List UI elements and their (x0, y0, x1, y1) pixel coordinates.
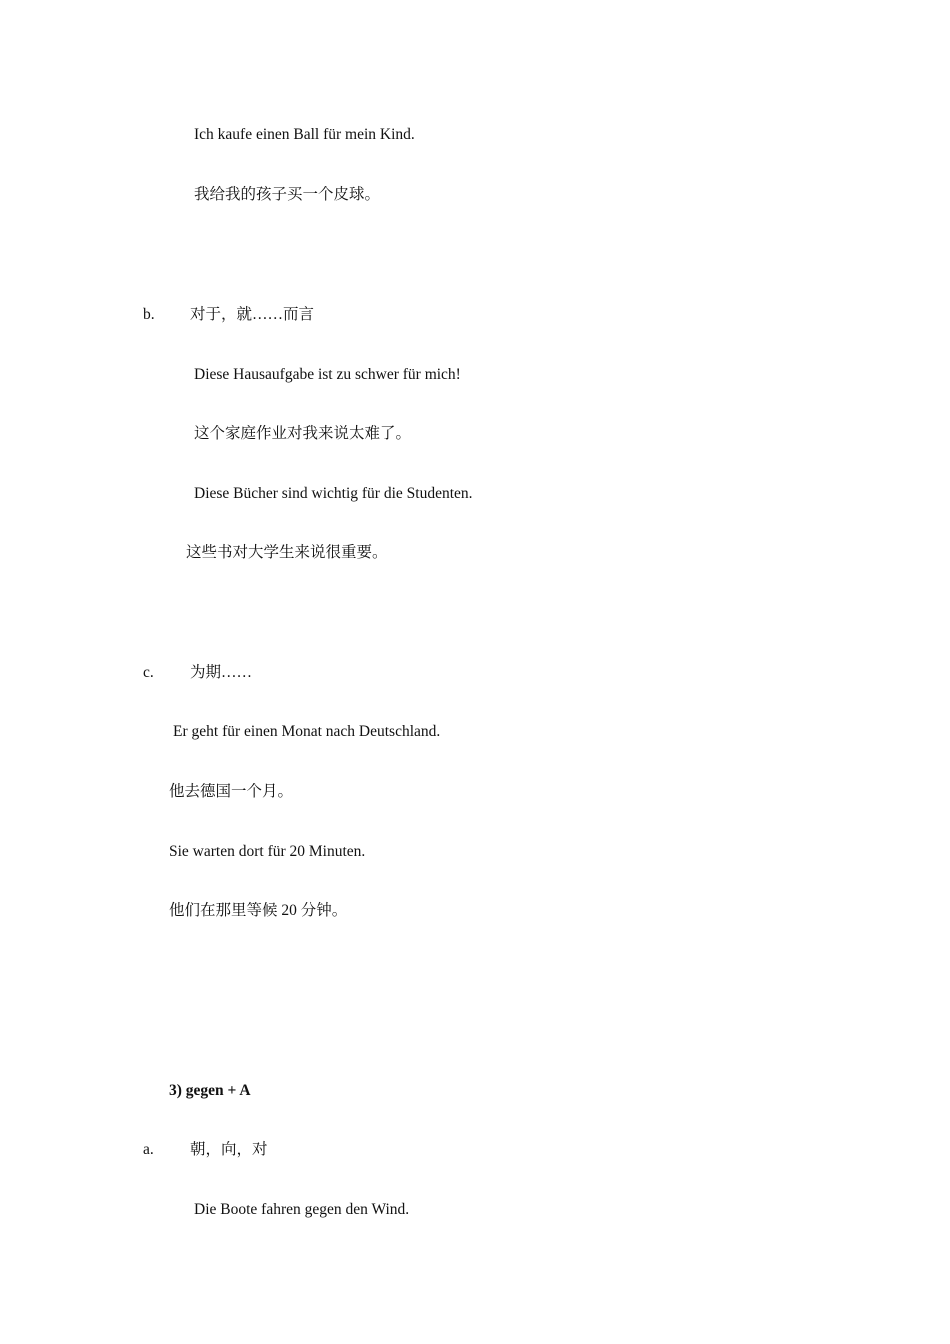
section-a-meaning: 朝，向，对 (190, 1141, 268, 1158)
section-c-example1-german: Er geht für einen Monat nach Deutschland. (173, 723, 441, 740)
section-c-example1-chinese: 他去德国一个月。 (169, 783, 294, 800)
section-b-example1-german: Diese Hausaufgabe ist zu schwer für mich! (194, 366, 461, 383)
section-heading-gegen: 3) gegen + A (169, 1082, 251, 1099)
section-a-marker: a. (143, 1141, 154, 1158)
section-b-example2-chinese: 这些书对大学生来说很重要。 (186, 544, 388, 561)
section-b-example1-chinese: 这个家庭作业对我来说太难了。 (194, 425, 412, 442)
example-ball-chinese: 我给我的孩子买一个皮球。 (194, 186, 381, 203)
section-b-meaning: 对于，就……而言 (190, 306, 315, 323)
example-ball-german: Ich kaufe einen Ball für mein Kind. (194, 126, 415, 143)
section-b-example2-german: Diese Bücher sind wichtig für die Studenten. (194, 485, 473, 502)
section-c-marker: c. (143, 664, 154, 681)
section-a-example1-german: Die Boote fahren gegen den Wind. (194, 1201, 410, 1218)
section-c-example2-chinese: 他们在那里等候 20 分钟。 (169, 902, 348, 919)
section-c-meaning: 为期…… (190, 664, 253, 681)
section-b-marker: b. (143, 306, 155, 323)
section-c-example2-german: Sie warten dort für 20 Minuten. (169, 843, 366, 860)
